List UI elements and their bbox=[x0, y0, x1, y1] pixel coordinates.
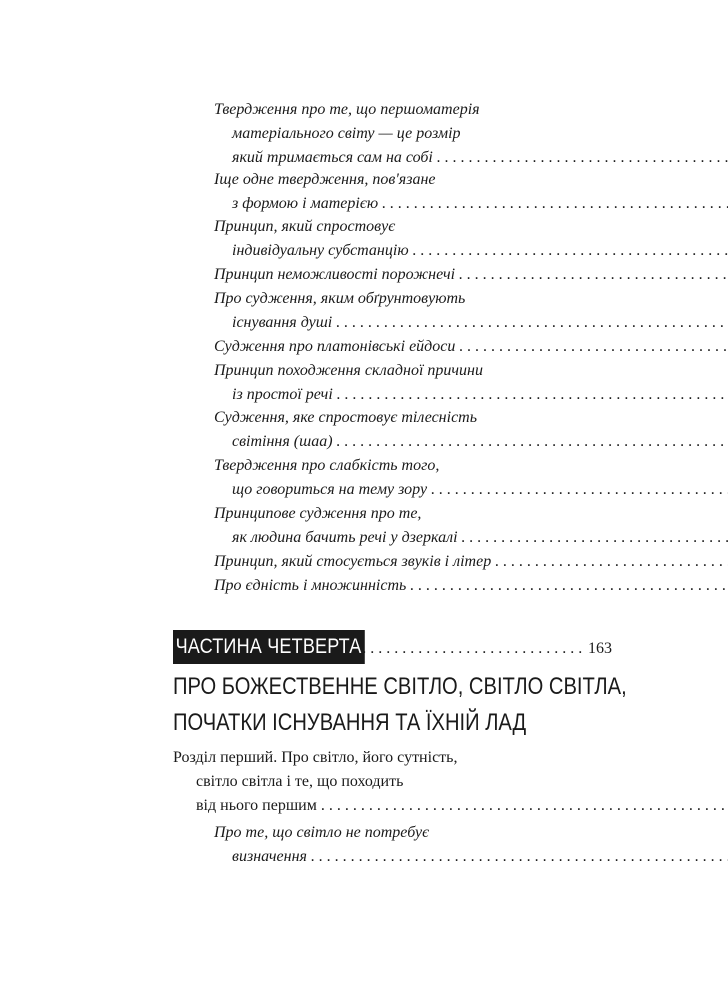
toc-entry bbox=[0, 845, 728, 869]
toc-entry-line: існування душі bbox=[232, 314, 333, 331]
toc-entry-line: Про судження, яким обґрунтовують bbox=[214, 290, 466, 307]
dot-leader bbox=[462, 526, 728, 550]
toc-entry-line: Про те, що світло не потребує bbox=[214, 824, 430, 841]
dot-leader bbox=[321, 794, 728, 818]
part-subtitle: ПОЧАТКИ ІСНУВАННЯ ТА ЇХНІЙ ЛАД bbox=[173, 709, 527, 736]
toc-entry bbox=[0, 526, 728, 550]
toc-entry bbox=[0, 263, 728, 287]
toc-entry-line: з формою і матерією bbox=[232, 195, 379, 212]
toc-entry-line: Іще одне твердження, пов'язане bbox=[214, 171, 436, 188]
dot-leader bbox=[459, 335, 728, 359]
part-subtitle: ПРО БОЖЕСТВЕННЕ СВІТЛО, СВІТЛО СВІТЛА, bbox=[173, 673, 627, 700]
toc-entry-line: Судження про платонівські ейдоси bbox=[214, 338, 456, 355]
toc-entry bbox=[0, 146, 728, 170]
toc-entry bbox=[0, 239, 728, 263]
toc-entry-line: світіння (шаа) bbox=[232, 433, 333, 450]
dot-leader bbox=[311, 845, 728, 869]
dot-leader bbox=[431, 478, 728, 502]
toc-entry-line: Принцип неможливості порожнечі bbox=[214, 266, 456, 283]
dot-leader bbox=[337, 383, 728, 407]
chapter-line: світло світла і те, що походить bbox=[196, 773, 404, 790]
toc-entry bbox=[0, 574, 728, 598]
toc-entry bbox=[0, 550, 728, 574]
toc-entry bbox=[0, 192, 728, 216]
toc-entry bbox=[0, 430, 728, 454]
toc-entry-line: Принцип, який стосується звуків і літер bbox=[214, 553, 492, 570]
toc-entry-line: Судження, яке спростовує тілесність bbox=[214, 409, 477, 426]
toc-entry bbox=[0, 311, 728, 335]
dot-leader bbox=[382, 192, 728, 216]
toc-entry-line: Твердження про те, що першоматерія bbox=[214, 101, 480, 118]
toc-entry-line: із простої речі bbox=[232, 386, 333, 403]
toc-entry-line: Принцип, який спростовує bbox=[214, 218, 396, 235]
dot-leader bbox=[337, 430, 728, 454]
dot-leader bbox=[459, 263, 728, 287]
toc-entry-line: визначення bbox=[232, 848, 307, 865]
toc-entry-line: який тримається сам на собі bbox=[232, 149, 433, 166]
page-number: 163 bbox=[588, 640, 612, 657]
toc-entry-line: Про єдність і множинність bbox=[214, 577, 407, 594]
part-heading bbox=[173, 630, 612, 664]
toc-entry-line: Принципове судження про те, bbox=[214, 505, 422, 522]
toc-entry bbox=[0, 383, 728, 407]
toc-entry-line: що говориться на тему зору bbox=[232, 481, 428, 498]
toc-entry bbox=[0, 478, 728, 502]
dot-leader bbox=[410, 574, 728, 598]
toc-entry-line: індивідуальну субстанцію bbox=[232, 242, 409, 259]
dot-leader bbox=[437, 146, 728, 170]
chapter-line: Розділ перший. Про світло, його сутність, bbox=[173, 749, 458, 766]
dot-leader bbox=[336, 311, 728, 335]
toc-entry-line: Принцип походження складної причини bbox=[214, 362, 483, 379]
toc-entry bbox=[0, 335, 728, 359]
toc-entry-line: Твердження про слабкість того, bbox=[214, 457, 440, 474]
part-label: ЧАСТИНА ЧЕТВЕРТА bbox=[173, 630, 365, 664]
toc-entry-line: матеріального світу — це розмір bbox=[232, 125, 461, 142]
chapter-line: від нього першим bbox=[196, 797, 317, 814]
chapter-entry bbox=[0, 794, 728, 818]
dot-leader bbox=[413, 239, 728, 263]
toc-entry-line: як людина бачить речі у дзеркалі bbox=[232, 529, 458, 546]
dot-leader bbox=[362, 640, 584, 658]
dot-leader bbox=[495, 550, 728, 574]
